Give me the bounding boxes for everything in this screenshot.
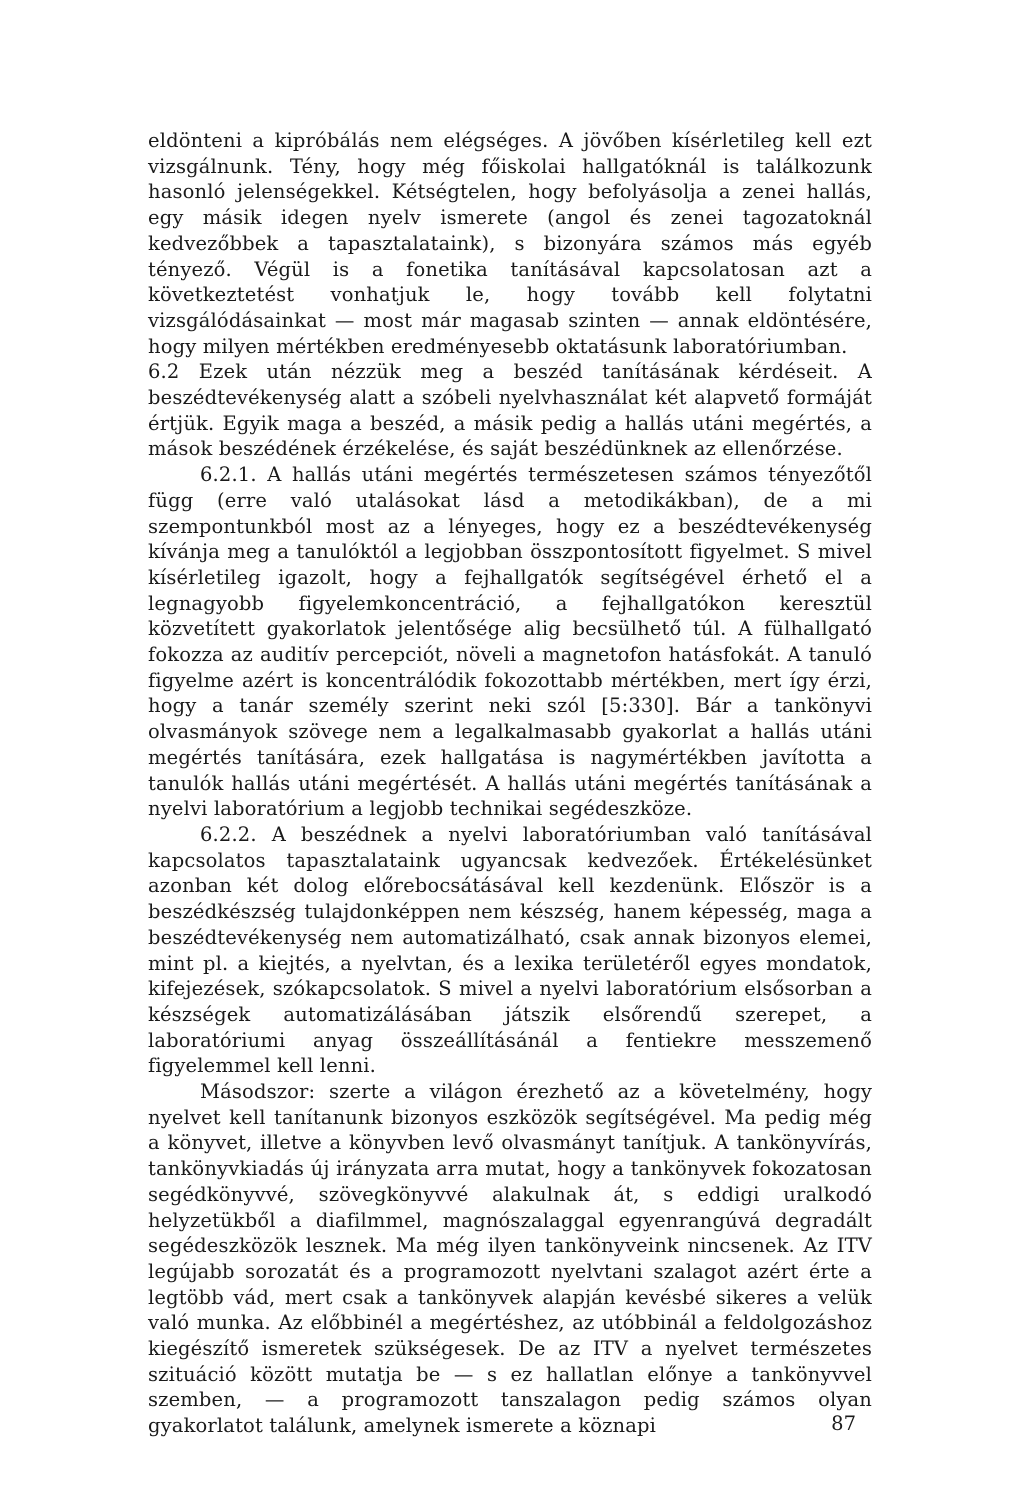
paragraph-5: Másodszor: szerte a világon érezhető az a követelmény, hogy nyelvet kell tanítanunk bizonyos eszközök segítségével. Ma pedig még a könyvet, illetve a könyvben levő olvasmányt tanítjuk. A tankönyvírás, tankönyvkiadás új irányzata arra mutat, hogy a tankönyvek fokozatosan segédkönyvvé, szövegkönyvvé alakulnak át, s eddigi uralkodó helyzetükből a diafilmmel, magnószalaggal egyenrangúvá degradált segédeszközök lesznek. Ma még ilyen tankönyveink nincsenek. Az ITV legújabb sorozatát és a programozott nyelvtani szalagot azért érte a legtöbb vád, mert csak a tankönyvek alapján kevésbé sikeres a velük való munka. Az előbbinél a megértéshez, az utóbbinál a feldolgozáshoz kiegészítő ismeretek szükségesek. De az ITV a nyelvet természetes szituáció között mutatja be — s ez hallatlan előnye a tankönyvvel szemben, — a programozott tanszalagon pedig számos olyan gyakorlatot találunk, amelynek ismerete a köznapi bbox=[148, 1080, 872, 1438]
paragraph-1: eldönteni a kipróbálás nem elégséges. A jövőben kísérletileg kell ezt vizsgálnunk. Tény, hogy még főiskolai hallgatóknál is találkozunk hasonló jelenségekkel. Kétségtelen, hogy befolyásolja a zenei hallás, egy másik idegen nyelv ismerete (angol és zenei tagozatoknál kedvezőbbek a tapasztalataink), s bizonyára számos más egyéb tényező. Végül is a fonetika tanításával kapcsolatosan azt a következtetést vonhatjuk le, hogy tovább kell folytatni vizsgálódásainkat — most már magasab szinten — annak eldöntésére, hogy milyen mértékben eredményesebb oktatásunk laboratóriumban. bbox=[148, 129, 872, 358]
paragraph-4: 6.2.2. A beszédnek a nyelvi laboratóriumban való tanításával kapcsolatos tapasztalataink ugyancsak kedvezőek. Értékelésünket azonban két dolog előrebocsátásával kell kezdenünk. Először is a beszédkészség tulajdonképpen nem készség, hanem képesség, maga a beszédtevékenység nem automatizálható, csak annak bizonyos elemei, mint pl. a kiejtés, a nyelvtan, és a lexika területéről egyes mondatok, kifejezések, szókapcsolatok. S mivel a nyelvi laboratórium elsősorban a készségek automatizálásában játszik elsőrendű szerepet, a laboratóriumi anyag összeállításánál a fentiekre messzemenő figyelemmel kell lenni. bbox=[148, 822, 872, 1078]
page-number: 87 bbox=[831, 1412, 856, 1435]
body-text bbox=[148, 128, 872, 1439]
paragraph-2: 6.2 Ezek után nézzük meg a beszéd tanításának kérdéseit. A beszédtevékenység alatt a szóbeli nyelvhasználat két alapvető formáját értjük. Egyik maga a beszéd, a másik pedig a hallás utáni megértés, a mások beszédének érzékelése, és saját beszédünknek az ellenőrzése. bbox=[148, 360, 872, 461]
paragraph-3: 6.2.1. A hallás utáni megértés természetesen számos tényezőtől függ (erre való utalásokat lásd a metodikákban), de a mi szempontunkból most az a lényeges, hogy ez a beszédtevékenység kívánja meg a tanulóktól a legjobban összpontosított figyelmet. S mivel kísérletileg igazolt, hogy a fejhallgatók segítségével érhető el a legnagyobb figyelemkoncentráció, a fejhallgatókon keresztül közvetített gyakorlatok jelentősége alig becsülhető túl. A fülhallgató fokozza az auditív percepciót, növeli a magnetofon hatásfokát. A tanuló figyelme azért is koncentrálódik fokozottabb mértékben, mert így érzi, hogy a tanár személy szerint neki szól [5:330]. Bár a tankönyvi olvasmányok szövege nem a legalkalmasabb gyakorlat a hallás utáni megértés tanítására, ezek hallgatása is nagymértékben javította a tanulók hallás utáni megértését. A hallás utáni megértés tanításának a nyelvi laboratórium a legjobb technikai segédeszköze. bbox=[148, 463, 872, 821]
